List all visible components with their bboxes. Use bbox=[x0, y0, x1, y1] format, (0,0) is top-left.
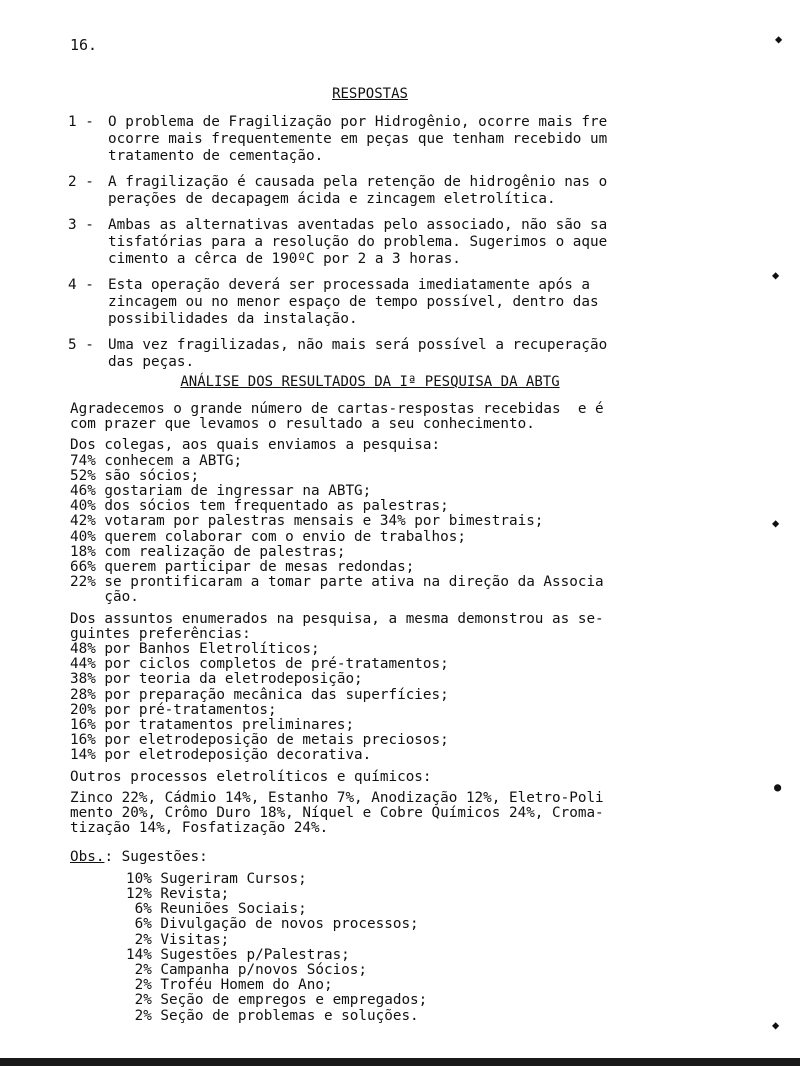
assuntos-title: Dos assuntos enumerados na pesquisa, a mesma demonstrou as se- bbox=[70, 610, 604, 627]
outros-line: tização 14%, Fosfatização 24%. bbox=[70, 820, 329, 837]
margin-mark: ◆ bbox=[772, 1018, 780, 1032]
assuntos-title: guintes preferências: bbox=[70, 625, 251, 642]
margin-mark: ◆ bbox=[772, 516, 780, 530]
answer-line: tisfatórias para a resolução do problema. Sugerimos o aque bbox=[108, 234, 608, 250]
assunto-item: 38% por teoria da eletrodeposição; bbox=[70, 671, 363, 688]
assunto-item: 16% por eletrodeposição de metais preciosos; bbox=[70, 732, 449, 749]
answer-line: cimento a cêrca de 190ºC por 2 a 3 horas. bbox=[108, 251, 461, 267]
margin-mark: ◆ bbox=[775, 32, 783, 46]
answer-line: Ambas as alternativas aventadas pelo associado, não são sa bbox=[108, 217, 608, 233]
assunto-item: 14% por eletrodeposição decorativa. bbox=[70, 747, 372, 764]
answer-text bbox=[108, 174, 688, 208]
answer-line: O problema de Fragilização por Hidrogênio, ocorre mais fre bbox=[108, 114, 608, 130]
obs-title-rest: : Sugestões: bbox=[104, 849, 208, 866]
answer-line: ocorre mais frequentemente em peças que tenham recebido um bbox=[108, 131, 608, 147]
respostas-heading: RESPOSTAS bbox=[332, 86, 408, 102]
sugestao-item: 10% Sugeriram Cursos; bbox=[126, 870, 307, 887]
answer-line: perações de decapagem ácida e zincagem eletrolítica. bbox=[108, 191, 556, 207]
answer-number: 3 - bbox=[68, 217, 94, 233]
answer-line: A fragilização é causada pela retenção de hidrogênio nas o bbox=[108, 174, 608, 190]
colegas-item: 46% gostariam de ingressar na ABTG; bbox=[70, 483, 372, 500]
answer-line: Esta operação deverá ser processada imediatamente após a bbox=[108, 277, 591, 293]
obs-title bbox=[70, 850, 690, 865]
sugestao-item: 2% Visitas; bbox=[126, 931, 230, 948]
sugestao-item: 6% Divulgação de novos processos; bbox=[126, 916, 419, 933]
answer-line: das peças. bbox=[108, 354, 195, 370]
analise-heading: ANÁLISE DOS RESULTADOS DA Iª PESQUISA DA ABTG bbox=[180, 374, 560, 390]
colegas-item: ção. bbox=[70, 589, 139, 606]
answer-text bbox=[108, 277, 688, 328]
assunto-item: 28% por preparação mecânica das superfícies; bbox=[70, 686, 449, 703]
sugestao-item: 12% Revista; bbox=[126, 885, 230, 902]
sugestao-item: 6% Reuniões Sociais; bbox=[126, 901, 307, 918]
obs-label: Obs. bbox=[70, 849, 105, 866]
answer-item bbox=[68, 217, 688, 268]
answer-line: tratamento de cementação. bbox=[108, 148, 324, 164]
colegas-item: 42% votaram por palestras mensais e 34% por bimestrais; bbox=[70, 513, 544, 530]
answer-number: 4 - bbox=[68, 277, 94, 293]
answer-number: 1 - bbox=[68, 114, 94, 130]
colegas-item: 22% se prontificaram a tomar parte ativa na direção da Associa bbox=[70, 574, 604, 591]
intro-paragraph bbox=[70, 402, 690, 432]
sugestao-item: 2% Seção de empregos e empregados; bbox=[126, 992, 428, 1009]
colegas-item: 18% com realização de palestras; bbox=[70, 543, 346, 560]
answer-text bbox=[108, 337, 688, 371]
outros-line: mento 20%, Crômo Duro 18%, Níquel e Cobre Químicos 24%, Croma- bbox=[70, 805, 604, 822]
colegas-list bbox=[70, 454, 690, 606]
answer-number: 2 - bbox=[68, 174, 94, 190]
colegas-item: 40% dos sócios tem frequentado as palestras; bbox=[70, 498, 449, 515]
assuntos-list bbox=[70, 642, 690, 764]
answer-item bbox=[68, 114, 688, 165]
sugestoes-list bbox=[70, 872, 690, 1024]
intro-line: Agradecemos o grande número de cartas-respostas recebidas e é bbox=[70, 401, 604, 417]
outros-paragraph bbox=[70, 791, 690, 837]
colegas-item: 66% querem participar de mesas redondas; bbox=[70, 559, 415, 576]
intro-line: com prazer que levamos o resultado a seu conhecimento. bbox=[70, 416, 535, 433]
colegas-item: 40% querem colaborar com o envio de trabalhos; bbox=[70, 528, 466, 545]
assunto-item: 16% por tratamentos preliminares; bbox=[70, 717, 355, 734]
analise-body bbox=[70, 402, 690, 1024]
answer-number: 5 - bbox=[68, 337, 94, 353]
colegas-item: 74% conhecem a ABTG; bbox=[70, 452, 243, 469]
assunto-item: 48% por Banhos Eletrolíticos; bbox=[70, 641, 320, 658]
outros-line: Zinco 22%, Cádmio 14%, Estanho 7%, Anodização 12%, Eletro-Poli bbox=[70, 789, 604, 806]
page-number: 16. bbox=[70, 36, 98, 54]
answer-text bbox=[108, 217, 688, 268]
answer-item bbox=[68, 174, 688, 208]
answer-item bbox=[68, 337, 688, 371]
colegas-item: 52% são sócios; bbox=[70, 467, 200, 484]
answer-line: Uma vez fragilizadas, não mais será possível a recuperação bbox=[108, 337, 608, 353]
respostas-list bbox=[68, 114, 688, 380]
bottom-border bbox=[0, 1058, 800, 1066]
answer-line: possibilidades da instalação. bbox=[108, 311, 358, 327]
colegas-title: Dos colegas, aos quais enviamos a pesquisa: bbox=[70, 437, 441, 454]
answer-line: zincagem ou no menor espaço de tempo possível, dentro das bbox=[108, 294, 599, 310]
assunto-item: 44% por ciclos completos de pré-tratamentos; bbox=[70, 656, 449, 673]
sugestao-item: 2% Seção de problemas e soluções. bbox=[126, 1007, 419, 1024]
answer-text bbox=[108, 114, 688, 165]
sugestao-item: 14% Sugestões p/Palestras; bbox=[126, 946, 350, 963]
sugestao-item: 2% Troféu Homem do Ano; bbox=[126, 977, 333, 994]
margin-mark: ◆ bbox=[772, 268, 780, 282]
answer-item bbox=[68, 277, 688, 328]
margin-mark: ● bbox=[774, 780, 782, 794]
sugestao-item: 2% Campanha p/novos Sócios; bbox=[126, 961, 368, 978]
outros-title: Outros processos eletrolíticos e químicos: bbox=[70, 768, 432, 785]
assunto-item: 20% por pré-tratamentos; bbox=[70, 701, 277, 718]
